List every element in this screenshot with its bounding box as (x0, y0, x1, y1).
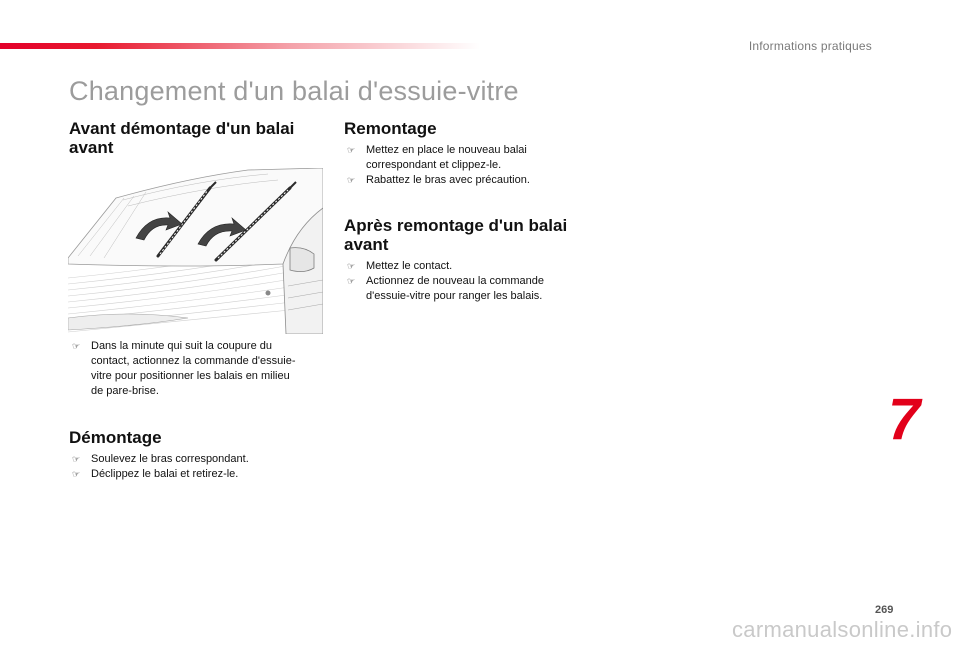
page-number: 269 (875, 604, 894, 616)
list-item (344, 173, 604, 188)
list-item-line: de pare-brise. (91, 385, 159, 397)
before-removal-steps (69, 339, 329, 399)
heading-line: avant (69, 138, 114, 157)
list-item (69, 452, 329, 467)
after-refitting-steps (344, 259, 604, 304)
list-item (344, 274, 604, 304)
list-item-line: Dans la minute qui suit la coupure du (91, 340, 272, 352)
heading-line: Avant démontage d'un balai (69, 119, 295, 138)
list-item-line: Rabattez le bras avec précaution. (366, 174, 530, 186)
pointing-hand-icon: ☞ (347, 145, 356, 155)
list-item-line: Actionnez de nouveau la commande (366, 275, 544, 287)
section-name: Informations pratiques (748, 39, 872, 53)
list-item (69, 467, 329, 482)
heading-after-refitting (344, 216, 567, 254)
list-item (69, 339, 329, 399)
heading-before-removal (69, 119, 294, 157)
pointing-hand-icon: ☞ (72, 341, 81, 351)
refitting-steps (344, 143, 604, 188)
header-accent-bar (0, 43, 480, 49)
page-title: Changement d'un balai d'essuie-vitre (69, 76, 519, 106)
pointing-hand-icon: ☞ (347, 261, 356, 271)
heading-line: avant (344, 235, 389, 254)
pointing-hand-icon: ☞ (72, 469, 81, 479)
list-item-line: correspondant et clippez-le. (366, 159, 502, 171)
windscreen-wiper-illustration (68, 168, 323, 334)
list-item (344, 143, 604, 173)
list-item-line: Mettez en place le nouveau balai (366, 144, 527, 156)
list-item (344, 259, 604, 274)
list-item-line: contact, actionnez la commande d'essuie- (91, 355, 296, 367)
watermark: carmanualsonline.info (732, 617, 953, 642)
heading-removal: Démontage (69, 428, 162, 447)
heading-line: Après remontage d'un balai (344, 216, 568, 235)
list-item-line: Mettez le contact. (366, 260, 453, 272)
list-item-line: d'essuie-vitre pour ranger les balais. (366, 290, 543, 302)
chapter-number: 7 (888, 387, 921, 452)
pointing-hand-icon: ☞ (72, 454, 81, 464)
list-item-line: vitre pour positionner les balais en milieu (91, 370, 290, 382)
pointing-hand-icon: ☞ (347, 276, 356, 286)
removal-steps (69, 452, 329, 482)
heading-refitting: Remontage (344, 119, 437, 138)
list-item-text: Soulevez le bras correspondant. (91, 453, 249, 465)
pointing-hand-icon: ☞ (347, 175, 356, 185)
list-item-text: Déclippez le balai et retirez-le. (91, 468, 239, 480)
